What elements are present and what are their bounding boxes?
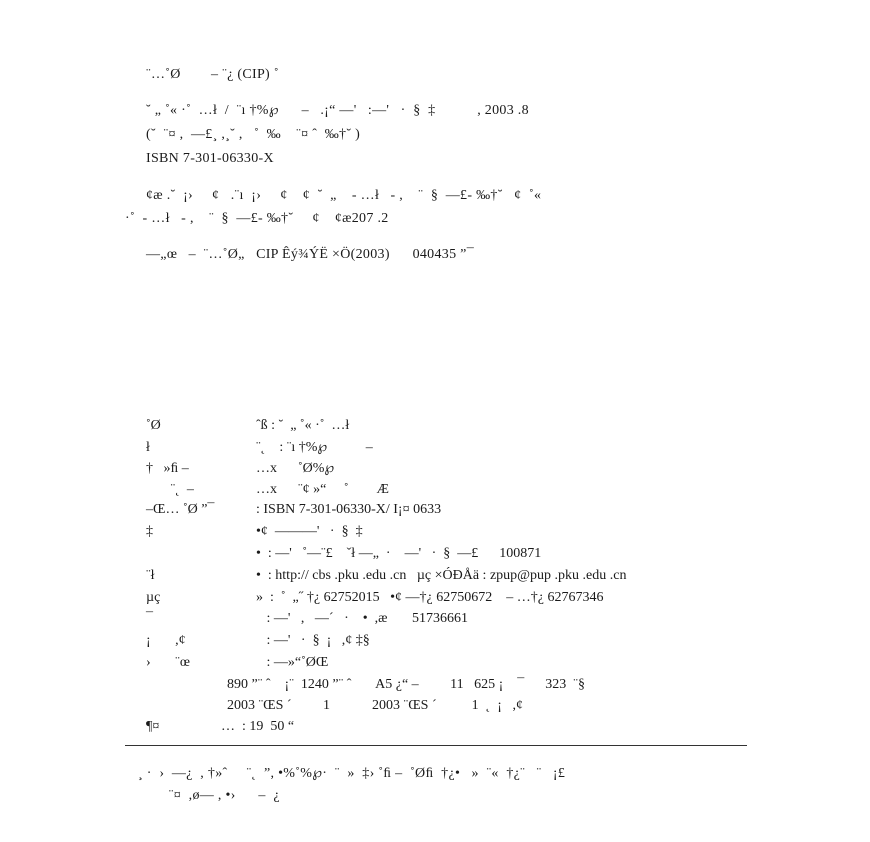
cip-record-number: —„œ – ¨…˚Ø„ CIP Êý¾ÝË ×Ö(2003) 040435 ”¯ [146, 247, 474, 262]
imprint-label: › ¨œ [146, 655, 190, 670]
divider-rule [125, 745, 747, 746]
cip-line-2: (˘ ¨¤ , —£¸ ,¸˘ , ˚ ‰ ¨¤ ˆ ‰†˘ ) [146, 127, 361, 142]
cip-heading: ¨…˚Ø – ¨¿ (CIP) ˚ [146, 67, 279, 82]
imprint-value: •¢ ———' · § ‡ [256, 524, 363, 539]
cip-line-1: ˘ „ ˚« ·˚ …ł / ¨ı †%℘ – .¡“ —' :—' · § ‡ , 2003 .8 [146, 103, 529, 118]
footer-line-1: ¸ · › —¿ , †»ˆ ¨˛ ”, •%˚%℘· ¨ » ‡› ˚ﬁ – ˚Øﬁ †¿• » ¨« †¿¨ ¨ ¡£ [138, 766, 566, 781]
imprint-label: ¯ [146, 611, 153, 626]
footer-line-2: ¨¤ ,ø— , •› – ¿ [146, 788, 280, 803]
imprint-value: ¨˛ : ¨ı †%℘ – [256, 440, 373, 455]
imprint-value: • : —' ˚—¨£ ˇł —„ · —' · § —£ 100871 [256, 546, 542, 561]
imprint-label: † »ﬁ – [146, 461, 189, 476]
imprint-value: : —»“˚ØŒ [256, 655, 329, 670]
imprint-value: 890 ”¨ ˆ ¡¨ 1240 ”¨ ˆ A5 ¿“ – 11 625 ¡ ¯ 323 ¨§ [206, 677, 585, 692]
imprint-value: » : ˚ „˝ †¿ 62752015 •¢ —†¿ 62750672 – …†¿ 62767346 [256, 590, 604, 605]
imprint-label: ˚Ø [146, 418, 161, 433]
imprint-label: µç [146, 590, 161, 605]
imprint-value: ˆß : ˘ „ ˚« ·˚ …ł [256, 418, 350, 433]
cip-isbn: ISBN 7-301-06330-X [146, 151, 274, 166]
imprint-value: … : 19 50 “ [221, 719, 295, 734]
imprint-label: ‡ [146, 524, 153, 539]
imprint-label: ¡ ,¢ [146, 633, 186, 648]
imprint-label: –Œ… ˚Ø ”¯ [146, 502, 215, 517]
imprint-label: ł [146, 440, 150, 455]
imprint-value: 2003 ¨ŒS ´ 1 2003 ¨ŒS ´ 1 ˛ ¡ ,¢ [206, 698, 523, 713]
imprint-value: • : http:// cbs .pku .edu .cn µç ×ÓÐÅä : zpup@pup .pku .edu .cn [256, 568, 627, 583]
imprint-label: ¨ł [146, 568, 155, 583]
imprint-value: : ISBN 7-301-06330-X/ I¡¤ 0633 [256, 502, 442, 517]
imprint-value: : —' , —´ · • ,æ 51736661 [256, 611, 468, 626]
imprint-label: ¨˛ – [146, 482, 194, 497]
imprint-value: …x ˚Ø%℘ [256, 461, 335, 476]
imprint-value: : —' · § ¡ ,¢ ‡§ [256, 633, 370, 648]
imprint-label: ¶¤ [146, 719, 160, 734]
cip-line-4: ¢æ .˘ ¡› ¢ .¨ı ¡› ¢ ¢ ˘ „ - …ł - , ¨ § —£- ‰†˘ ¢ ˚« [146, 188, 542, 203]
cip-line-5: ·˚ - …ł - , ¨ § —£- ‰†˘ ¢ ¢æ207 .2 [125, 211, 389, 226]
imprint-value: …x ¨¢ »“ ˚ Æ [256, 482, 389, 497]
